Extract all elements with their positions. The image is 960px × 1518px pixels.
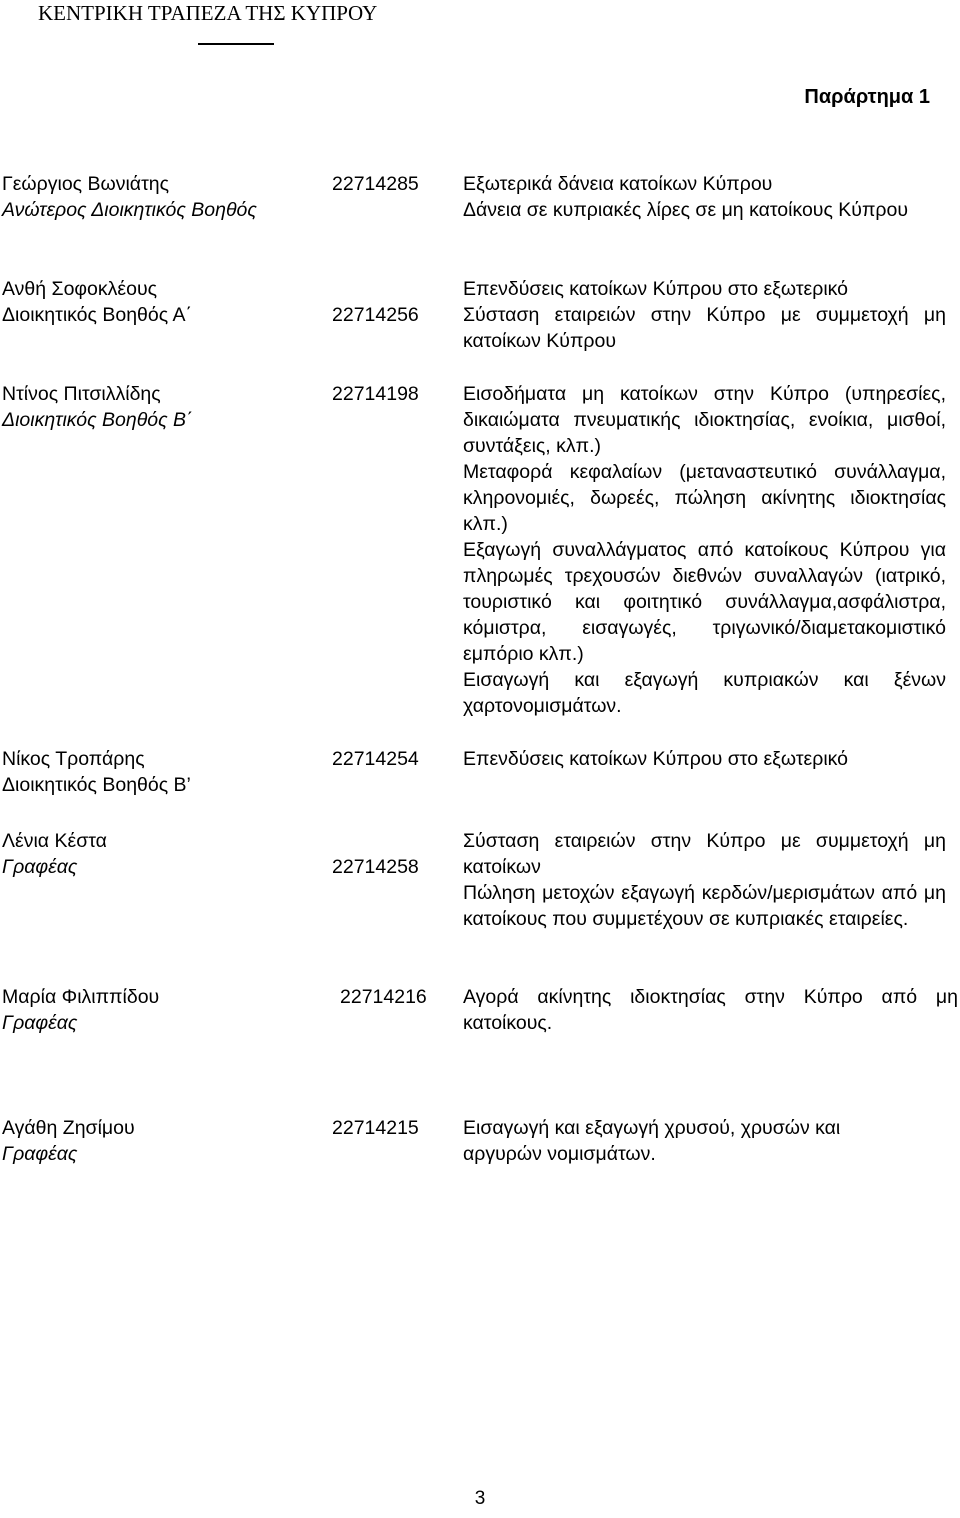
description-line: Εισαγωγή και εξαγωγή χρυσού, χρυσών και αργυρών νομισμάτων. bbox=[463, 1117, 841, 1165]
contact-role: Ανώτερος Διοικητικός Βοηθός bbox=[2, 199, 257, 221]
description-line: Εξαγωγή συναλλάγματος από κατοίκους Κύπρου για πληρωμές τρεχουσών διεθνών συναλλαγών (ιατρικό, τουριστικό και φοιτητικό συνάλλαγμα,ασφάλιστρα, κόμιστρα, εισαγωγές, τριγωνικό/διαμετακομιστικό εμπόριο κλπ.) bbox=[463, 539, 946, 665]
contact-description bbox=[463, 746, 946, 772]
description-line: Επενδύσεις κατοίκων Κύπρου στο εξωτερικό bbox=[463, 748, 849, 770]
description-line: Εξωτερικά δάνεια κατοίκων Κύπρου bbox=[463, 173, 773, 195]
contact-description bbox=[463, 1115, 913, 1167]
contact-name: Ανθή Σοφοκλέους bbox=[2, 278, 158, 300]
contact-role: Γραφέας bbox=[2, 1012, 78, 1034]
annex-title: Παράρτημα 1 bbox=[804, 86, 930, 108]
contact-role: Διοικητικός Βοηθός Β΄ bbox=[2, 409, 193, 431]
contact-name: Γεώργιος Βωνιάτης bbox=[2, 173, 170, 195]
contact-phone: 22714216 bbox=[340, 986, 427, 1008]
contact-description bbox=[463, 171, 946, 223]
contact-description bbox=[463, 984, 958, 1036]
contact-phone: 22714198 bbox=[332, 383, 419, 405]
description-line: Σύσταση εταιρειών στην Κύπρο με συμμετοχή μη κατοίκων Κύπρου bbox=[463, 304, 946, 352]
contact-phone: 22714256 bbox=[332, 304, 419, 326]
contact-description bbox=[463, 276, 946, 354]
contact-name: Μαρία Φιλιππίδου bbox=[2, 986, 160, 1008]
description-line: Επενδύσεις κατοίκων Κύπρου στο εξωτερικό bbox=[463, 278, 849, 300]
contact-name: Αγάθη Ζησίμου bbox=[2, 1117, 135, 1139]
contact-name: Λένια Κέστα bbox=[2, 830, 107, 852]
description-line: Μεταφορά κεφαλαίων (μεταναστευτικό συνάλλαγμα, κληρονομιές, δωρεές, πώληση ακίνητης ιδιοκτησίας κλπ.) bbox=[463, 461, 946, 535]
contact-role: Διοικητικός Βοηθός Β’ bbox=[2, 774, 191, 796]
contact-name: Ντίνος Πιτσιλλίδης bbox=[2, 383, 161, 405]
description-line: Σύσταση εταιρειών στην Κύπρο με συμμετοχή μη κατοίκων bbox=[463, 830, 946, 878]
contact-role: Γραφέας bbox=[2, 1143, 78, 1165]
contact-role: Διοικητικός Βοηθός Α΄ bbox=[2, 304, 192, 326]
contact-phone: 22714254 bbox=[332, 748, 419, 770]
header-underline bbox=[198, 43, 274, 45]
description-line: Πώληση μετοχών εξαγωγή κερδών/μερισμάτων από μη κατοίκους που συμμετέχουν σε κυπριακές εταιρείες. bbox=[463, 882, 946, 930]
contact-description bbox=[463, 381, 946, 719]
description-line: Εισαγωγή και εξαγωγή κυπριακών και ξένων χαρτονομισμάτων. bbox=[463, 669, 946, 717]
contact-name: Νίκος Τροπάρης bbox=[2, 748, 145, 770]
document-header: ΚΕΝΤΡΙΚΗ ΤΡΑΠΕΖΑ ΤΗΣ ΚΥΠΡΟΥ bbox=[38, 1, 378, 25]
description-line: Δάνεια σε κυπριακές λίρες σε μη κατοίκους Κύπρου bbox=[463, 199, 909, 221]
description-line: Αγορά ακίνητης ιδιοκτησίας στην Κύπρο από μη κατοίκους. bbox=[463, 986, 958, 1034]
contact-phone: 22714258 bbox=[332, 856, 419, 878]
page-number: 3 bbox=[474, 1488, 486, 1509]
contact-phone: 22714215 bbox=[332, 1117, 419, 1139]
contact-role: Γραφέας bbox=[2, 856, 78, 878]
description-line: Εισοδήματα μη κατοίκων στην Κύπρο (υπηρεσίες, δικαιώματα πνευματικής ιδιοκτησίας, ενοίκια, μισθοί, συντάξεις, κλπ.) bbox=[463, 383, 946, 457]
contact-description bbox=[463, 828, 946, 932]
contact-phone: 22714285 bbox=[332, 173, 419, 195]
